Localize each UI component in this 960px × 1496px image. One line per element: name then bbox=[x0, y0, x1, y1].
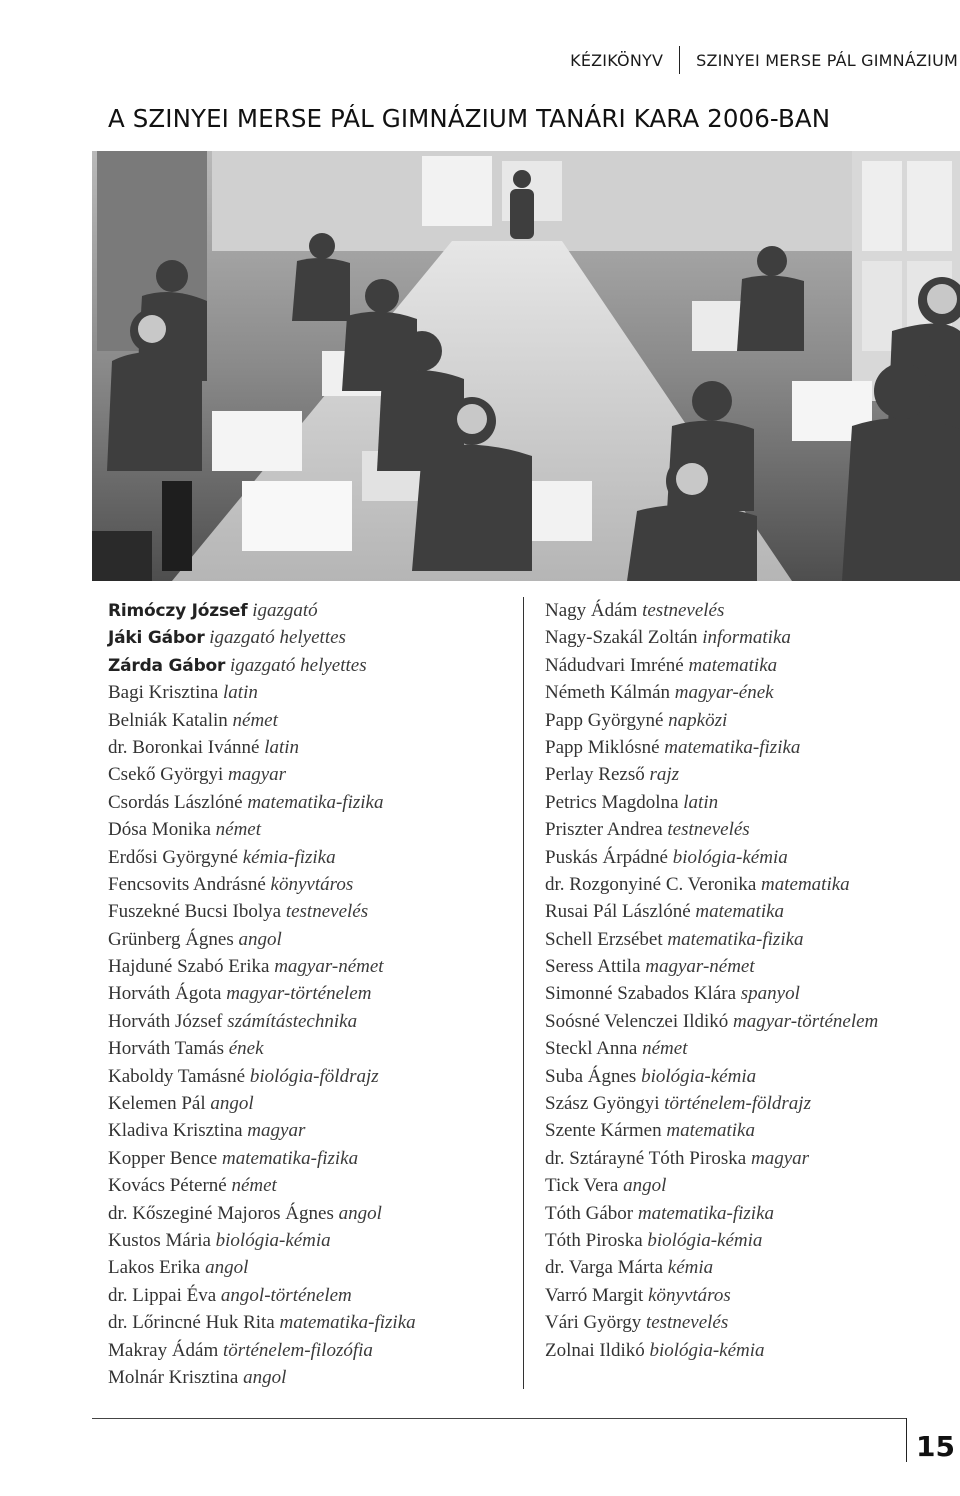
staff-subject: matematika-fizika bbox=[279, 1312, 416, 1334]
staff-entry bbox=[108, 926, 518, 953]
staff-name: Fuszekné Bucsi Ibolya bbox=[108, 901, 282, 923]
staff-name: Rimóczy József bbox=[108, 601, 248, 621]
staff-name: Priszter Andrea bbox=[545, 819, 663, 841]
staff-name: Erdősi Györgyné bbox=[108, 846, 238, 868]
staff-subject: történelem-földrajz bbox=[664, 1093, 811, 1115]
staff-name: Papp Miklósné bbox=[545, 736, 660, 758]
staff-entry bbox=[545, 1117, 960, 1144]
staff-name: Csekő Györgyi bbox=[108, 764, 224, 786]
staff-entry bbox=[108, 1145, 518, 1172]
staff-entry bbox=[545, 597, 960, 624]
staff-subject: testnevelés bbox=[667, 819, 750, 841]
staff-name: Tóth Piroska bbox=[545, 1229, 643, 1251]
staff-entry bbox=[545, 1227, 960, 1254]
staff-entry bbox=[108, 652, 518, 679]
staff-name: dr. Lőrincné Huk Rita bbox=[108, 1312, 275, 1334]
staff-subject: biológia-kémia bbox=[647, 1229, 763, 1251]
staff-name: Kustos Mária bbox=[108, 1229, 211, 1251]
staff-entry bbox=[545, 679, 960, 706]
staff-name: Vári György bbox=[545, 1312, 642, 1334]
staff-entry bbox=[108, 898, 518, 925]
page-title: A SZINYEI MERSE PÁL GIMNÁZIUM TANÁRI KARA 2006-BAN bbox=[108, 104, 831, 133]
staff-name: Horváth József bbox=[108, 1010, 223, 1032]
staff-entry bbox=[545, 1008, 960, 1035]
staff-name: Horváth Ágota bbox=[108, 983, 222, 1005]
staff-entry bbox=[108, 597, 518, 624]
staff-entry bbox=[545, 844, 960, 871]
staff-subject: magyar-történelem bbox=[733, 1010, 879, 1032]
staff-entry bbox=[108, 1117, 518, 1144]
staff-subject: testnevelés bbox=[645, 1312, 729, 1334]
staff-name: dr. Lippai Éva bbox=[108, 1284, 217, 1306]
staff-name: Nádudvari Imréné bbox=[545, 654, 684, 676]
staff-subject: igazgató helyettes bbox=[209, 627, 346, 649]
staff-subject: matematika bbox=[761, 873, 850, 895]
staff-name: dr. Boronkai Ivánné bbox=[108, 736, 260, 758]
staff-subject: matematika-fizika bbox=[637, 1202, 775, 1224]
staff-entry bbox=[545, 1172, 960, 1199]
staff-name: Nagy Ádám bbox=[545, 600, 638, 621]
staff-name: Makray Ádám bbox=[108, 1339, 219, 1361]
staff-name: Lakos Erika bbox=[108, 1257, 201, 1279]
staff-entry bbox=[108, 789, 518, 816]
staff-entry bbox=[545, 1337, 960, 1364]
staff-name: Zárda Gábor bbox=[108, 655, 226, 676]
staff-subject: angol-történelem bbox=[220, 1284, 352, 1306]
staff-entry bbox=[108, 1309, 518, 1336]
staff-subject: matematika-fizika bbox=[667, 928, 804, 950]
staff-subject: igazgató helyettes bbox=[229, 654, 367, 676]
staff-subject: testnevelés bbox=[285, 901, 369, 923]
staff-entry bbox=[545, 734, 960, 761]
staff-subject: biológia-földrajz bbox=[249, 1065, 379, 1087]
staff-entry bbox=[108, 1035, 518, 1062]
staff-subject: magyar-ének bbox=[674, 682, 774, 704]
staff-name: dr. Rozgonyiné C. Veronika bbox=[545, 873, 757, 895]
staff-entry bbox=[108, 1063, 518, 1090]
staff-subject: testnevelés bbox=[642, 600, 725, 621]
publication-label: SZINYEI MERSE PÁL GIMNÁZIUM bbox=[696, 50, 958, 70]
staff-name: dr. Sztárayné Tóth Piroska bbox=[545, 1147, 747, 1169]
staff-subject: magyar-történelem bbox=[226, 983, 372, 1005]
staff-subject: rajz bbox=[649, 764, 680, 786]
staff-entry bbox=[545, 871, 960, 898]
staff-subject: könyvtáros bbox=[270, 873, 354, 895]
staff-entry bbox=[545, 1254, 960, 1281]
staff-name: dr. Kőszeginé Majoros Ágnes bbox=[108, 1202, 334, 1224]
staff-subject: matematika bbox=[666, 1120, 755, 1142]
staff-name: Horváth Tamás bbox=[108, 1038, 224, 1060]
staff-entry bbox=[108, 707, 518, 734]
staff-entry bbox=[545, 1035, 960, 1062]
staff-entry bbox=[545, 761, 960, 788]
running-header bbox=[554, 46, 960, 74]
staff-entry bbox=[108, 1008, 518, 1035]
staff-entry bbox=[108, 1364, 518, 1391]
staff-entry bbox=[108, 844, 518, 871]
staff-entry bbox=[108, 1200, 518, 1227]
staff-name: Belniák Katalin bbox=[108, 709, 228, 731]
staff-subject: magyar bbox=[750, 1147, 810, 1169]
staff-subject: biológia-kémia bbox=[215, 1229, 331, 1251]
staff-entry bbox=[545, 1145, 960, 1172]
staff-name: Szász Gyöngyi bbox=[545, 1093, 660, 1115]
staff-list-right bbox=[545, 597, 960, 1364]
staff-name: Tick Vera bbox=[545, 1175, 619, 1197]
staff-subject: ének bbox=[228, 1038, 264, 1060]
staff-group-photo bbox=[92, 151, 960, 581]
staff-entry bbox=[545, 898, 960, 925]
staff-entry bbox=[108, 1282, 518, 1309]
staff-name: Seress Attila bbox=[545, 956, 641, 978]
staff-subject: magyar bbox=[247, 1120, 306, 1142]
staff-entry bbox=[108, 679, 518, 706]
staff-subject: matematika-fizika bbox=[221, 1147, 359, 1169]
staff-subject: angol bbox=[338, 1202, 382, 1224]
staff-subject: biológia-kémia bbox=[649, 1339, 765, 1361]
staff-name: Nagy-Szakál Zoltán bbox=[545, 627, 698, 649]
footer-rule bbox=[92, 1418, 906, 1419]
staff-name: Puskás Árpádné bbox=[545, 846, 668, 868]
staff-subject: matematika-fizika bbox=[247, 791, 384, 813]
staff-name: Dósa Monika bbox=[108, 819, 211, 841]
staff-subject: spanyol bbox=[740, 983, 800, 1005]
staff-entry bbox=[545, 980, 960, 1007]
section-label: KÉZIKÖNYV bbox=[570, 50, 664, 70]
staff-entry bbox=[108, 1172, 518, 1199]
staff-subject: angol bbox=[210, 1093, 254, 1115]
staff-subject: angol bbox=[243, 1366, 287, 1388]
staff-name: Kovács Péterné bbox=[108, 1175, 227, 1197]
staff-name: Perlay Rezső bbox=[545, 764, 645, 786]
staff-subject: magyar-német bbox=[645, 956, 755, 978]
staff-entry bbox=[108, 980, 518, 1007]
staff-entry bbox=[545, 926, 960, 953]
page-number: 15 bbox=[916, 1430, 955, 1463]
staff-subject: magyar-német bbox=[274, 956, 384, 978]
staff-name: Kopper Bence bbox=[108, 1147, 218, 1169]
staff-name: Papp Györgyné bbox=[545, 709, 664, 731]
staff-subject: könyvtáros bbox=[648, 1284, 731, 1306]
staff-subject: német bbox=[215, 819, 262, 841]
staff-name: Kladiva Krisztina bbox=[108, 1120, 243, 1142]
staff-name: Kelemen Pál bbox=[108, 1093, 206, 1115]
staff-list-left bbox=[108, 597, 518, 1391]
staff-subject: latin bbox=[683, 791, 719, 813]
staff-name: Rusai Pál Lászlóné bbox=[545, 901, 691, 923]
staff-name: Hajduné Szabó Erika bbox=[108, 956, 270, 978]
staff-entry bbox=[545, 707, 960, 734]
staff-entry bbox=[108, 1254, 518, 1281]
staff-entry bbox=[545, 1090, 960, 1117]
staff-subject: latin bbox=[264, 736, 300, 758]
staff-subject: német bbox=[642, 1038, 688, 1060]
staff-name: Simonné Szabados Klára bbox=[545, 983, 737, 1005]
staff-subject: magyar bbox=[227, 764, 287, 786]
staff-subject: számítástechnika bbox=[227, 1010, 358, 1032]
staff-entry bbox=[545, 624, 960, 651]
staff-subject: biológia-kémia bbox=[672, 846, 788, 868]
staff-name: Varró Margit bbox=[545, 1284, 644, 1306]
staff-subject: angol bbox=[238, 928, 282, 950]
staff-entry bbox=[545, 789, 960, 816]
staff-name: Soósné Velenczei Ildikó bbox=[545, 1010, 729, 1032]
staff-subject: angol bbox=[623, 1175, 667, 1197]
column-divider bbox=[523, 597, 524, 1389]
staff-entry bbox=[545, 1063, 960, 1090]
staff-name: Suba Ágnes bbox=[545, 1065, 637, 1087]
staff-subject: matematika bbox=[695, 901, 785, 923]
staff-subject: angol bbox=[205, 1257, 249, 1279]
staff-subject: igazgató bbox=[252, 600, 318, 621]
staff-name: Steckl Anna bbox=[545, 1038, 638, 1060]
staff-name: dr. Varga Márta bbox=[545, 1257, 664, 1279]
staff-name: Bagi Krisztina bbox=[108, 682, 219, 704]
staff-entry bbox=[108, 1090, 518, 1117]
staff-entry bbox=[545, 953, 960, 980]
staff-subject: matematika bbox=[688, 654, 778, 676]
staff-entry bbox=[108, 734, 518, 761]
staff-entry bbox=[108, 1337, 518, 1364]
staff-subject: kémia-fizika bbox=[242, 846, 336, 868]
staff-name: Schell Erzsébet bbox=[545, 928, 663, 950]
staff-subject: biológia-kémia bbox=[641, 1065, 757, 1087]
staff-subject: kémia bbox=[667, 1257, 714, 1279]
staff-entry bbox=[545, 1200, 960, 1227]
staff-name: Grünberg Ágnes bbox=[108, 928, 234, 950]
staff-entry bbox=[108, 1227, 518, 1254]
staff-name: Jáki Gábor bbox=[108, 628, 205, 649]
staff-subject: matematika-fizika bbox=[664, 736, 801, 758]
staff-name: Kaboldy Tamásné bbox=[108, 1065, 246, 1087]
staff-subject: latin bbox=[223, 682, 258, 704]
staff-name: Molnár Krisztina bbox=[108, 1366, 239, 1388]
staff-name: Zolnai Ildikó bbox=[545, 1339, 645, 1361]
page-number-divider bbox=[906, 1418, 907, 1462]
staff-entry bbox=[545, 1309, 960, 1336]
staff-subject: történelem-filozófia bbox=[223, 1339, 373, 1361]
staff-entry bbox=[108, 953, 518, 980]
staff-subject: német bbox=[231, 1175, 277, 1197]
staff-name: Tóth Gábor bbox=[545, 1202, 634, 1224]
staff-name: Fencsovits Andrásné bbox=[108, 873, 266, 895]
staff-name: Németh Kálmán bbox=[545, 682, 671, 704]
staff-entry bbox=[545, 816, 960, 843]
staff-name: Csordás Lászlóné bbox=[108, 791, 243, 813]
staff-entry bbox=[545, 1282, 960, 1309]
staff-subject: informatika bbox=[702, 627, 791, 649]
staff-name: Petrics Magdolna bbox=[545, 791, 679, 813]
staff-entry bbox=[108, 816, 518, 843]
staff-subject: napközi bbox=[668, 709, 728, 731]
staff-subject: német bbox=[232, 709, 278, 731]
staff-entry bbox=[545, 652, 960, 679]
staff-name: Szente Kármen bbox=[545, 1120, 662, 1142]
staff-entry bbox=[108, 761, 518, 788]
staff-entry bbox=[108, 871, 518, 898]
staff-entry bbox=[108, 624, 518, 651]
